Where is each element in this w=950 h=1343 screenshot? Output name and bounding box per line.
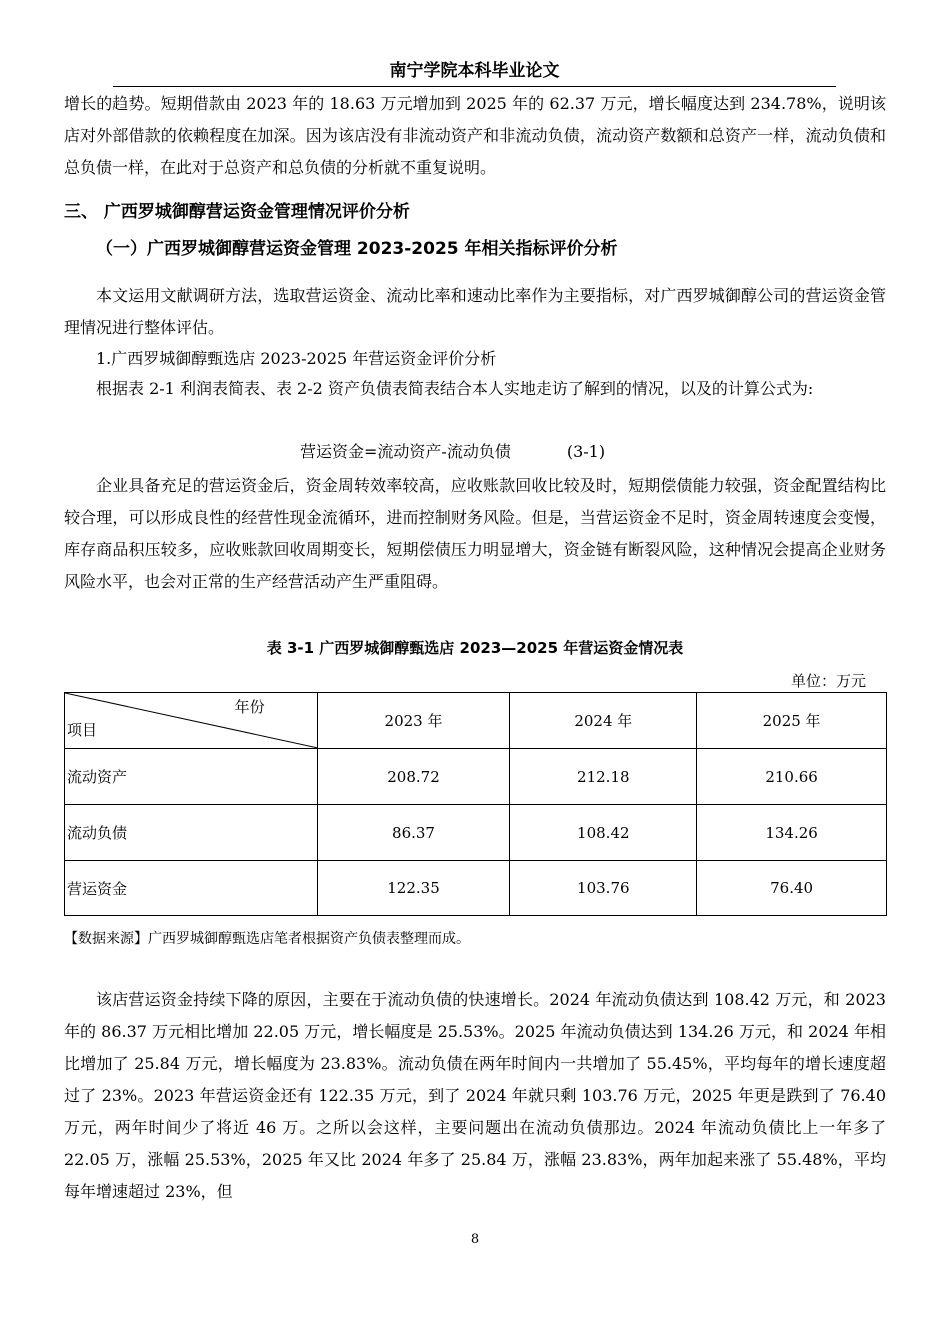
row-label-working-capital: 营运资金 [65,861,318,916]
corner-year-label: 年份 [234,698,265,716]
table-cell: 108.42 [510,805,697,861]
table-cell: 103.76 [510,861,697,916]
table-cell: 122.35 [317,861,510,916]
row-label-current-assets: 流动资产 [65,749,318,805]
formula-number: (3-1) [566,442,606,461]
formula-text: 营运资金=流动资产-流动负债 [300,442,511,461]
diagonal-line [65,693,318,748]
header-year-2023: 2023 年 [317,693,510,749]
paragraph-short-term-loans: 增长的趋势。短期借款由 2023 年的 18.63 万元增加到 2025 年的 62.37 万元，增长幅度达到 234.78%，说明该店对外部借款的依赖程度在加深。因为该店没有非流动资产和非流动负债，流动资产数额和总资产一样，流动负债和总负债一样，在此对于总资产和总负债的分析就不重复说明。 [64,94,886,177]
section-heading: 三、 广西罗城御醇营运资金管理情况评价分析 [64,202,410,222]
table-row [65,861,887,916]
paragraph-analysis: 该店营运资金持续下降的原因，主要在于流动负债的快速增长。2024 年流动负债达到 108.42 万元，和 2023 年的 86.37 万元相比增加 22.05 万元，增长幅度是 25.53%。2025 年流动负债达到 134.26 万元，和 2024 年相比增加了 25.84 万元，增长幅度为 23.83%。流动负债在两年时间内一共增加了 55.45%，平均每年的增长速度超过了 23%。2023 年营运资金还有 122.35 万元，到了 2024 年就只剩 103.76 万元，2025 年更是跌到了 76.40 万元，两年时间少了将近 46 万。之所以会这样，主要问题出在流动负债那边。2024 年流动负债比上一年多了 22.05 万，涨幅 25.53%，2025 年又比 2024 年多了 25.84 万，涨幅 23.83%，两年加起来涨了 55.48%，平均每年增速超过 23%，但 [64,990,886,1201]
paragraph-formula-intro: 根据表 2-1 利润表简表、表 2-2 资产负债表简表结合本人实地走访了解到的情况，以及的计算公式为: [96,379,814,398]
table-caption: 表 3-1 广西罗城御醇甄选店 2023—2025 年营运资金情况表 [266,639,684,657]
paragraph-method: 本文运用文献调研方法，选取营运资金、流动比率和速动比率作为主要指标，对广西罗城御醇公司的营运资金管理情况进行整体评估。 [64,286,886,337]
page-header: 南宁学院本科毕业论文 [113,60,836,87]
corner-item-label: 项目 [67,721,98,739]
table-cell: 210.66 [697,749,887,805]
table-cell: 208.72 [317,749,510,805]
table-source-note: 【数据来源】广西罗城御醇甄选店笔者根据资产负债表整理而成。 [64,931,470,947]
working-capital-table [64,692,887,916]
table-row [65,749,887,805]
table-row [65,805,887,861]
subsection-heading: （一）广西罗城御醇营运资金管理 2023-2025 年相关指标评价分析 [96,239,618,259]
table-cell: 212.18 [510,749,697,805]
row-label-current-liabilities: 流动负债 [65,805,318,861]
table-cell: 76.40 [697,861,887,916]
table-cell: 86.37 [317,805,510,861]
table-cell: 134.26 [697,805,887,861]
paragraph-item-title: 1.广西罗城御醇甄选店 2023-2025 年营运资金评价分析 [96,349,497,368]
header-year-2024: 2024 年 [510,693,697,749]
table-unit: 单位：万元 [790,672,866,690]
paragraph-working-capital-importance: 企业具备充足的营运资金后，资金周转效率较高，应收账款回收比较及时，短期偿债能力较强，资金配置结构比较合理，可以形成良性的经营性现金流循环，进而控制财务风险。但是，当营运资金不足时，资金周转速度会变慢，库存商品积压较多，应收账款回收周期变长，短期偿债压力明显增大，资金链有断裂风险，这种情况会提高企业财务风险水平，也会对正常的生产经营活动产生严重阻碍。 [64,476,886,591]
table-corner-cell [65,693,318,749]
table-header-row [65,693,887,749]
formula [300,439,605,465]
page-number: 8 [470,1232,480,1247]
header-year-2025: 2025 年 [697,693,887,749]
